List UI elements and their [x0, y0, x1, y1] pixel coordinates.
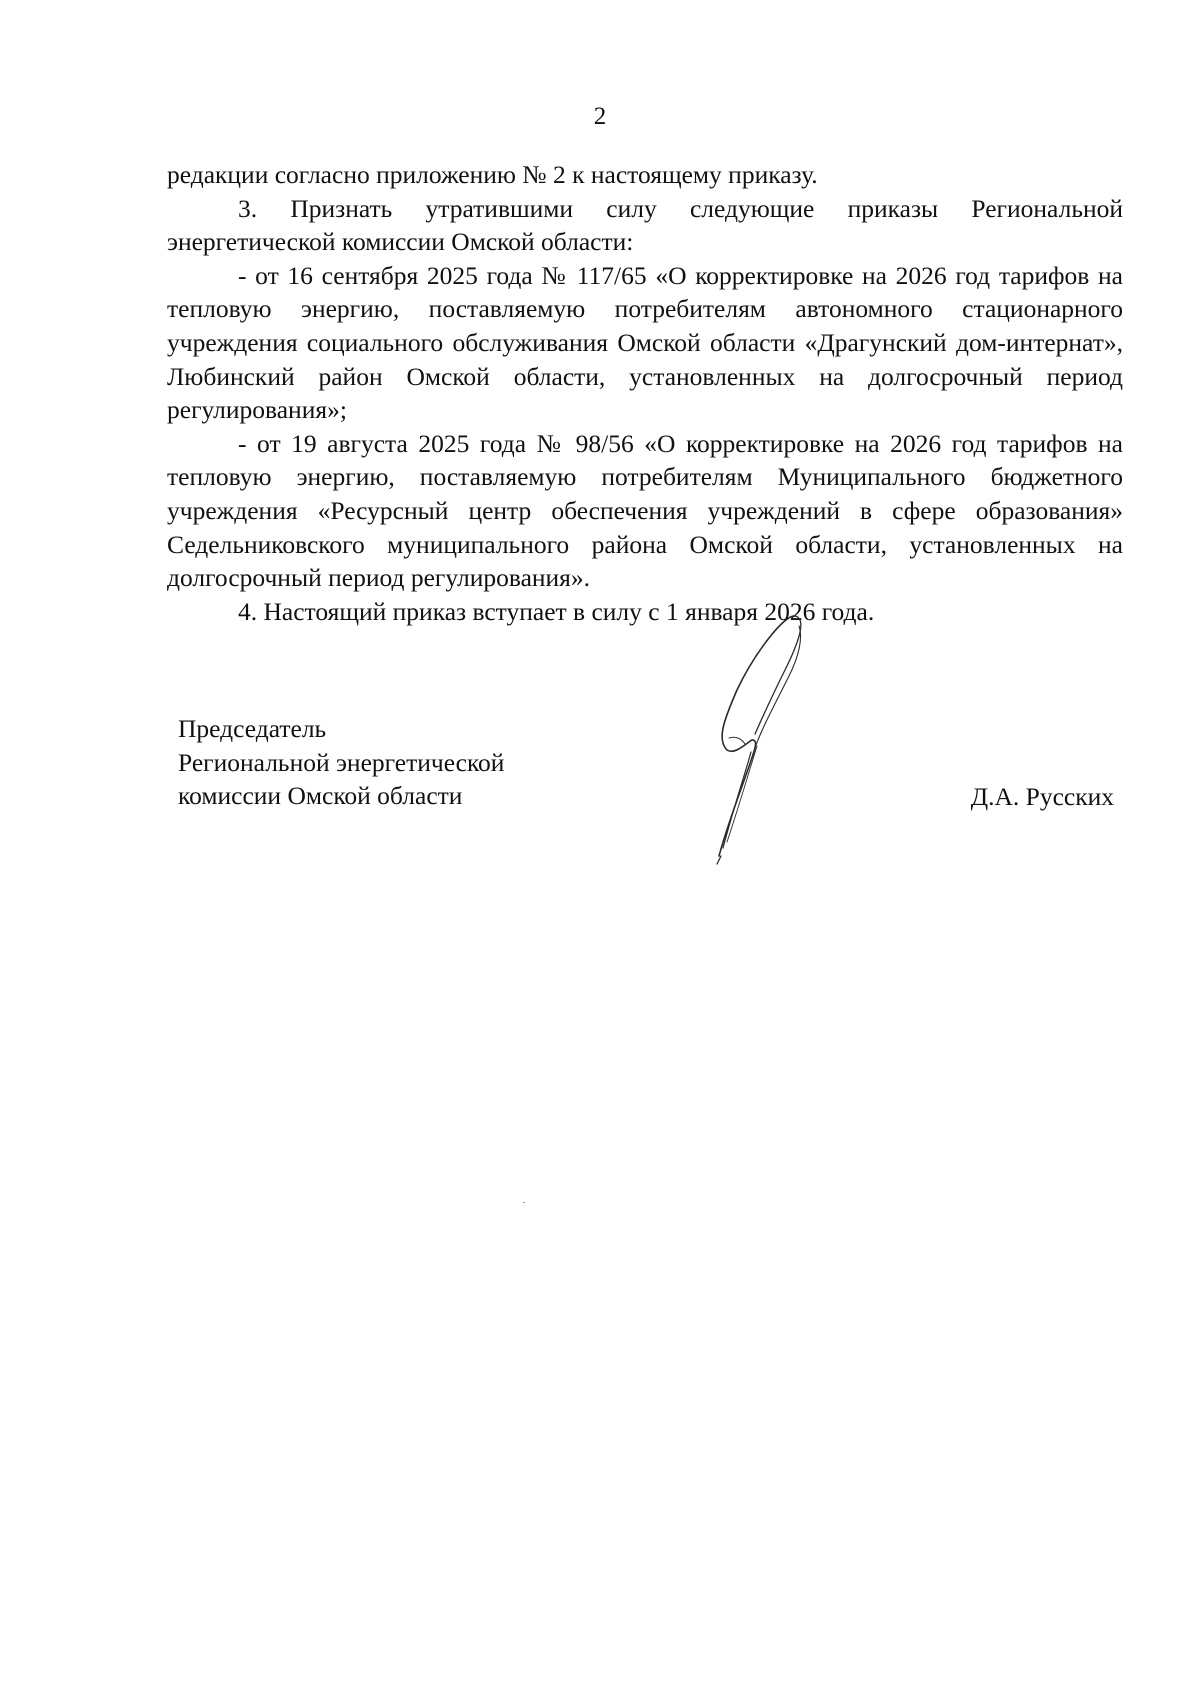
page-number: 2: [593, 103, 607, 130]
document-body: [167, 158, 1123, 628]
signatory-position: [178, 712, 504, 813]
paragraph-item-4: 4. Настоящий приказ вступает в силу с 1 января 2026 года.: [238, 596, 875, 626]
paragraph-subitem-2: - от 19 августа 2025 года № 98/56 «О корректировке на 2026 год тарифов на тепловую энергию, поставляемую потребителям Муниципального бюджетного учреждения «Ресурсный центр обеспечения учреждений в сфере образования» Седельниковского муниципального района Омской области, установленных на долгосрочный период регулирования».: [167, 428, 1123, 593]
signatory-position-line: Председатель: [178, 714, 327, 743]
signatory-position-line: комиссии Омской области: [178, 781, 463, 811]
scan-speck: [523, 1202, 525, 1203]
signatory-position-line: Региональной энергетической: [178, 747, 505, 777]
paragraph-continuation: редакции согласно приложению № 2 к настоящему приказу.: [167, 160, 818, 189]
handwritten-signature: [715, 612, 860, 872]
signatory-name: Д.А. Русских: [970, 782, 1114, 811]
paragraph-subitem-1: - от 16 сентября 2025 года № 117/65 «О корректировке на 2026 год тарифов на тепловую энергию, поставляемую потребителям автономного стационарного учреждения социального обслуживания Омской области «Драгунский дом-интернат», Любинский район Омской области, установленных на долгосрочный период регулирования»;: [167, 260, 1123, 425]
paragraph-item-3: 3. Признать утратившими силу следующие приказы Региональной энергетической комиссии Омской области:: [167, 193, 1123, 257]
